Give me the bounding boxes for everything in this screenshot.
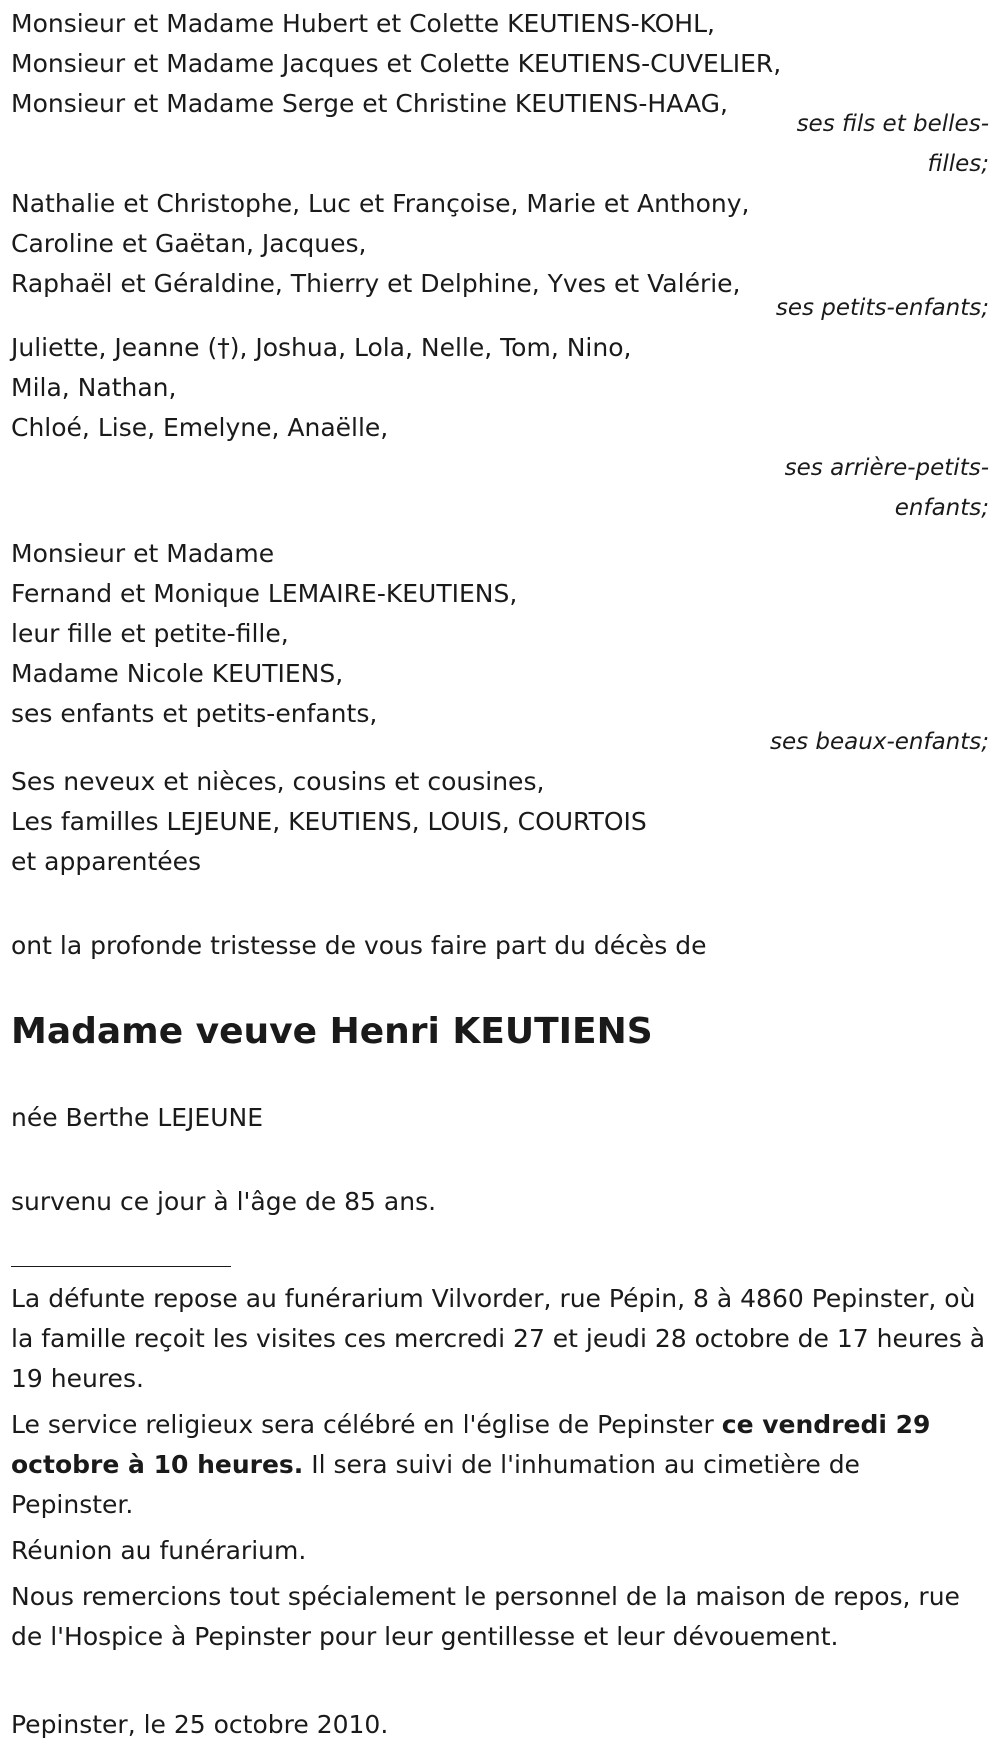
family-line: Madame Nicole KEUTIENS,: [11, 659, 344, 688]
relation-label: ses petits-enfants;: [775, 295, 989, 321]
family-line: Les familles LEJEUNE, KEUTIENS, LOUIS, COURTOIS: [11, 807, 647, 836]
family-line: et apparentées: [11, 847, 202, 876]
family-line: Mila, Nathan,: [11, 373, 177, 402]
maiden-name: née Berthe LEJEUNE: [11, 1103, 264, 1132]
family-line: Ses neveux et nièces, cousins et cousines,: [11, 767, 545, 796]
announcement-text: ont la profonde tristesse de vous faire part du décès de: [11, 931, 707, 960]
relation-label: ses beaux-enfants;: [769, 729, 989, 755]
relation-label: ses arrière-petits- enfants;: [784, 455, 989, 521]
family-line: Monsieur et Madame Hubert et Colette KEUTIENS-KOHL,: [11, 9, 715, 38]
thanks-paragraph: Nous remercions tout spécialement le personnel de la maison de repos, rue de l'Hospice à Pepinster pour leur gentillesse et leur dévouement.: [11, 1582, 960, 1651]
age-text: survenu ce jour à l'âge de 85 ans.: [11, 1187, 437, 1216]
obituary-document: [11, 4, 989, 1745]
place-date: Pepinster, le 25 octobre 2010.: [11, 1710, 389, 1739]
service-date: ce vendredi 29 octobre à 10 heures.: [11, 1410, 931, 1479]
family-line: Caroline et Gaëtan, Jacques,: [11, 229, 367, 258]
family-line: Nathalie et Christophe, Luc et Françoise, Marie et Anthony,: [11, 189, 750, 218]
family-line: Monsieur et Madame Jacques et Colette KEUTIENS-CUVELIER,: [11, 49, 782, 78]
relation-label: ses fils et belles- filles;: [796, 111, 989, 177]
reunion-text: Réunion au funérarium.: [11, 1536, 307, 1565]
family-line: Monsieur et Madame Serge et Christine KEUTIENS-HAAG,: [11, 89, 729, 118]
service-paragraph: Le service religieux sera célébré en l'église de Pepinster ce vendredi 29 octobre à 10 heures. Il sera suivi de l'inhumation au cimetière de Pepinster.: [11, 1410, 931, 1519]
family-line: Raphaël et Géraldine, Thierry et Delphine, Yves et Valérie,: [11, 269, 741, 298]
family-line: Juliette, Jeanne (†), Joshua, Lola, Nelle, Tom, Nino,: [11, 333, 632, 362]
visitation-paragraph: La défunte repose au funérarium Vilvorder, rue Pépin, 8 à 4860 Pepinster, où la famille reçoit les visites ces mercredi 27 et jeudi 28 octobre de 17 heures à 19 heures.: [11, 1284, 986, 1393]
family-line: ses enfants et petits-enfants,: [11, 699, 378, 728]
deceased-name: Madame veuve Henri KEUTIENS: [11, 1011, 653, 1052]
family-line: leur fille et petite-fille,: [11, 619, 289, 648]
family-line: Chloé, Lise, Emelyne, Anaëlle,: [11, 413, 389, 442]
family-line: Fernand et Monique LEMAIRE-KEUTIENS,: [11, 579, 518, 608]
family-line: Monsieur et Madame: [11, 539, 275, 568]
